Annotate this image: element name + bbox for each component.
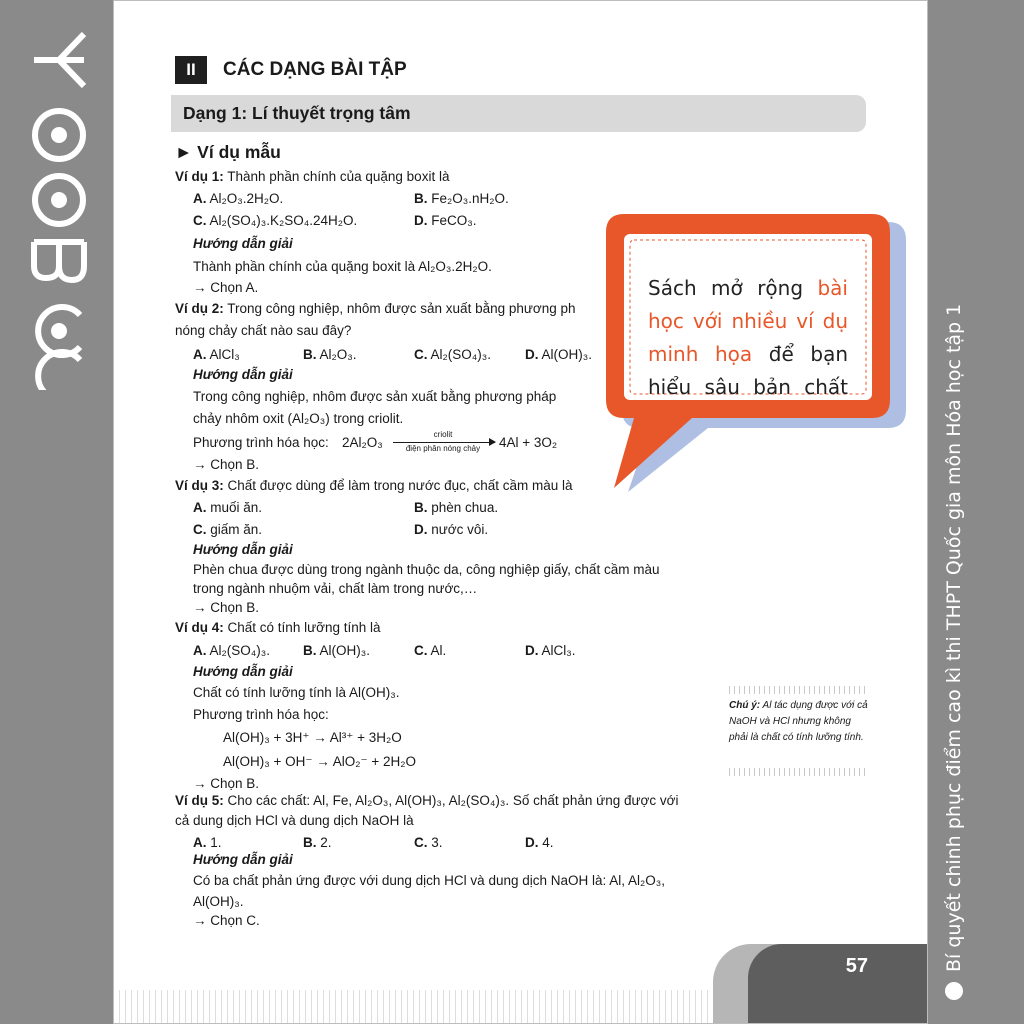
- dang-bar: [171, 95, 866, 132]
- dang-title: Dạng 1: Lí thuyết trọng tâm: [183, 103, 411, 123]
- example-2-equation-label: Phương trình hóa học:: [193, 435, 329, 450]
- example-5-option-c: C. 3.: [414, 835, 443, 850]
- example-4-option-c: C. Al.: [414, 643, 447, 658]
- example-2-question: Ví dụ 2: Trong công nghiệp, nhôm được sản xuất bằng phương ph: [175, 301, 576, 316]
- bullet-dot-icon: [945, 982, 963, 1000]
- note-top-rule: [729, 686, 869, 694]
- example-4-option-b: B. Al(OH)₃.: [303, 643, 371, 658]
- example-2-option-c: C. Al₂(SO₄)₃.: [414, 347, 492, 362]
- section-title: CÁC DẠNG BÀI TẬP: [223, 59, 407, 80]
- example-3-guide-line1: Phèn chua được dùng trong ngành thuộc da, công nghiệp giấy, chất cầm màu: [193, 562, 660, 577]
- example-2-guide-line2: chảy nhôm oxit (Al₂O₃) trong criolit.: [193, 411, 404, 426]
- example-2-option-b: B. Al₂O₃.: [303, 347, 357, 362]
- example-2-eq-condition-bottom: điện phân nóng chảy: [405, 444, 481, 453]
- example-2-guide-line1: Trong công nghiệp, nhôm được sản xuất bằng phương pháp: [193, 389, 557, 404]
- example-3-option-b: B. phèn chua.: [414, 500, 499, 515]
- bubble-text: Sách mở rộng bài học với nhiều ví dụ minh họa để bạn hiểu sâu bản chất: [648, 276, 849, 399]
- example-4-guide: Chất có tính lưỡng tính là Al(OH)₃.: [193, 685, 400, 700]
- example-5-question-line2: cả dung dịch HCl và dung dịch NaOH là: [175, 813, 414, 828]
- example-1-answer: → Chọn A.: [193, 280, 259, 295]
- example-4-answer: → Chọn B.: [193, 776, 260, 791]
- example-2-eq-left: 2Al₂O₃: [342, 435, 383, 450]
- example-2-eq-condition-top: criolit: [433, 430, 453, 439]
- example-1-question: Ví dụ 1: Thành phần chính của quặng boxit là: [175, 169, 450, 184]
- example-2-eq-right: 4Al + 3O₂: [499, 435, 558, 450]
- section-heading: [175, 56, 407, 84]
- book-page: [113, 0, 928, 1024]
- page-number: 57: [845, 955, 868, 977]
- example-4-guide-label: Hướng dẫn giải: [193, 664, 293, 679]
- example-4-option-a: A. Al₂(SO₄)₃.: [193, 643, 271, 658]
- example-5-option-b: B. 2.: [303, 835, 332, 850]
- note-box: [729, 686, 869, 776]
- example-3-option-d: D. nước vôi.: [414, 522, 489, 537]
- example-2-answer: → Chọn B.: [193, 457, 260, 472]
- section-number: II: [175, 56, 207, 84]
- example-1-guide-label: Hướng dẫn giải: [193, 236, 293, 251]
- example-2-guide-label: Hướng dẫn giải: [193, 367, 293, 382]
- example-1-option-d: D. FeCO₃.: [414, 213, 477, 228]
- left-margin-band: [0, 0, 113, 1024]
- example-3-guide-line2: trong ngành nhuộm vải, chất làm trong nước,…: [193, 581, 478, 596]
- example-3-guide-label: Hướng dẫn giải: [193, 542, 293, 557]
- example-5-guide-line1: Có ba chất phản ứng được với dung dịch HCl và dung dịch NaOH là: Al, Al₂O₃,: [193, 873, 666, 888]
- example-3-option-a: A. muối ăn.: [193, 500, 263, 515]
- page-corner-dark: [748, 944, 928, 1024]
- example-1-option-c: C. Al₂(SO₄)₃.K₂SO₄.24H₂O.: [193, 213, 358, 228]
- brand-logo: [22, 30, 92, 390]
- example-3-option-c: C. giấm ăn.: [193, 522, 263, 537]
- reaction-arrow-icon: [393, 442, 495, 443]
- example-4-equation-label: Phương trình hóa học:: [193, 707, 329, 722]
- example-2-option-d: D. Al(OH)₃.: [525, 347, 593, 362]
- example-5-guide-label: Hướng dẫn giải: [193, 852, 293, 867]
- example-5-option-d: D. 4.: [525, 835, 554, 850]
- example-1-option-a: A. Al₂O₃.2H₂O.: [193, 191, 284, 206]
- promo-speech-bubble: [588, 210, 913, 500]
- example-4-question: Ví dụ 4: Chất có tính lưỡng tính là: [175, 620, 381, 635]
- example-5-guide-line2: Al(OH)₃.: [193, 894, 244, 909]
- note-bottom-rule: [729, 768, 869, 776]
- series-title: [934, 303, 974, 1000]
- example-5-answer: → Chọn C.: [193, 913, 260, 928]
- example-4-eq1: Al(OH)₃ + 3H⁺ → Al³⁺ + 3H₂O: [223, 730, 402, 745]
- example-5-option-a: A. 1.: [193, 835, 222, 850]
- example-4-eq2: Al(OH)₃ + OH⁻ → AlO₂⁻ + 2H₂O: [223, 754, 417, 769]
- example-3-answer: → Chọn B.: [193, 600, 260, 615]
- example-1-guide: Thành phần chính của quặng boxit là Al₂O₃.2H₂O.: [193, 259, 492, 274]
- example-1-option-b: B. Fe₂O₃.nH₂O.: [414, 191, 509, 206]
- example-4-option-d: D. AlCl₃.: [525, 643, 576, 658]
- example-5-question: Ví dụ 5: Cho các chất: Al, Fe, Al₂O₃, Al(OH)₃, Al₂(SO₄)₃. Số chất phản ứng được với: [175, 793, 679, 808]
- example-2-option-a: A. AlCl₃: [193, 347, 240, 362]
- example-3-question: Ví dụ 3: Chất được dùng để làm trong nước đục, chất cầm màu là: [175, 478, 573, 493]
- example-2-question-line2: nóng chảy chất nào sau đây?: [175, 323, 352, 338]
- series-title-text: Bí quyết chinh phục điểm cao kì thi THPT Quốc gia môn Hóa học tập 1: [943, 303, 965, 972]
- vidu-heading: ► Ví dụ mẫu: [175, 142, 281, 162]
- note-text: Chú ý: Al tác dụng được với cả NaOH và HCl nhưng không phải là chất có tính lưỡng tính.: [729, 700, 868, 743]
